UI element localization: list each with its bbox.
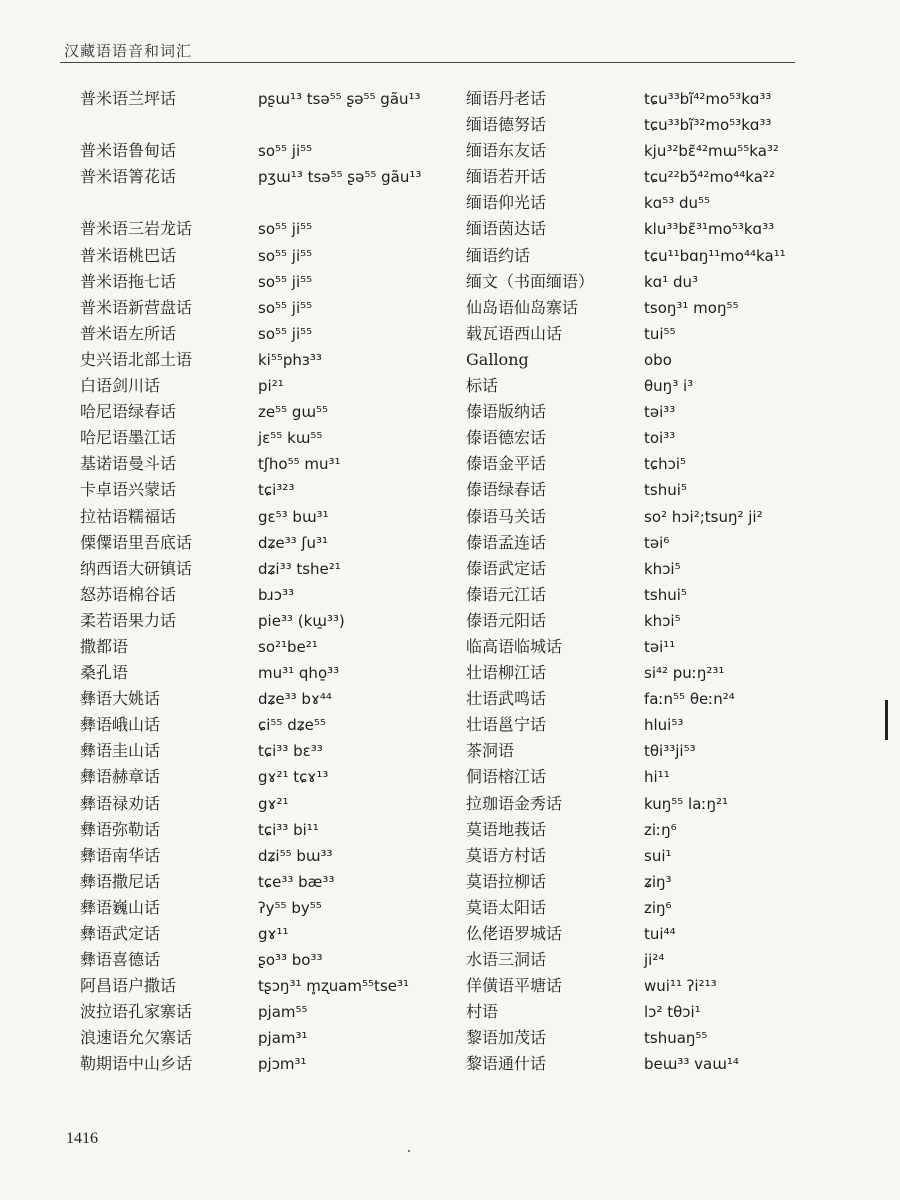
ipa-transcription: tɕi³²³ bbox=[258, 481, 295, 500]
dialect-name: 彝语弥勒话 bbox=[80, 819, 161, 839]
dialect-name: 傣语元阳话 bbox=[466, 610, 547, 630]
ipa-transcription: dʑi³³ tshe²¹ bbox=[258, 559, 341, 578]
ipa-transcription: tɕi³³ bi¹¹ bbox=[258, 820, 319, 839]
ipa-transcription: təi⁶ bbox=[644, 533, 670, 552]
dialect-name: 史兴语北部土语 bbox=[80, 349, 193, 369]
ipa-transcription: tθi³³ji⁵³ bbox=[644, 742, 696, 761]
dialect-name: 哈尼语墨江话 bbox=[80, 428, 177, 448]
dialect-name: 傣语马关话 bbox=[466, 506, 547, 526]
dialect-name: 标话 bbox=[466, 376, 499, 396]
dialect-name: 黎语通什话 bbox=[466, 1054, 547, 1074]
dialect-name: 普米语桃巴话 bbox=[80, 245, 177, 265]
dialect-name: Gallong bbox=[466, 349, 529, 369]
dialect-name: 柔若语果力话 bbox=[80, 610, 177, 630]
dialect-name: 傣语元江话 bbox=[466, 584, 547, 604]
ipa-transcription: təi¹¹ bbox=[644, 637, 676, 656]
dialect-name: 莫语太阳话 bbox=[466, 897, 547, 917]
ipa-transcription: ziːŋ⁶ bbox=[644, 820, 677, 839]
dialect-name: 载瓦语西山话 bbox=[466, 323, 563, 343]
ipa-transcription: ziŋ⁶ bbox=[644, 898, 672, 917]
ipa-transcription: toi³³ bbox=[644, 429, 676, 448]
dialect-name: 黎语加茂话 bbox=[466, 1028, 547, 1048]
dialect-name: 普米语新营盘话 bbox=[80, 297, 193, 317]
ipa-transcription: gɤ¹¹ bbox=[258, 925, 289, 943]
dialect-name: 傣语武定话 bbox=[466, 558, 547, 578]
ipa-transcription: tɕu³³bĩ⁴²mo⁵³kɑ³³ bbox=[644, 90, 772, 108]
scan-edge-mark bbox=[885, 700, 888, 740]
dialect-name: 普米语三岩龙话 bbox=[80, 219, 193, 239]
ipa-transcription: so⁵⁵ ji⁵⁵ bbox=[258, 272, 313, 291]
ipa-transcription: wui¹¹ ʔi²¹³ bbox=[644, 977, 717, 996]
ipa-transcription: ki⁵⁵phɜ³³ bbox=[258, 350, 322, 369]
dialect-name: 莫语拉柳话 bbox=[466, 871, 547, 891]
ipa-transcription: so² hɔi²;tsuŋ² ji² bbox=[644, 507, 763, 526]
ipa-transcription: so⁵⁵ ji⁵⁵ bbox=[258, 142, 313, 161]
ipa-transcription: faːn⁵⁵ θeːn²⁴ bbox=[644, 690, 735, 709]
dialect-name: 壮语柳江话 bbox=[466, 663, 547, 683]
ipa-transcription: pi²¹ bbox=[258, 377, 284, 396]
dialect-name: 哈尼语绿春话 bbox=[80, 402, 177, 422]
dialect-name: 村语 bbox=[466, 1002, 499, 1022]
ipa-transcription: klu³³bɛ̃³¹mo⁵³kɑ³³ bbox=[644, 220, 775, 239]
dialect-name: 缅语德努话 bbox=[466, 115, 547, 135]
ipa-transcription: ʔy⁵⁵ by⁵⁵ bbox=[258, 898, 322, 917]
dialect-name: 仫佬语罗城话 bbox=[466, 924, 563, 943]
dialect-name: 彝语喜德话 bbox=[80, 950, 161, 970]
ipa-transcription: gɛ⁵³ bɯ³¹ bbox=[258, 507, 329, 526]
ipa-transcription: pjam³¹ bbox=[258, 1029, 308, 1048]
ipa-transcription: tshui⁵ bbox=[644, 585, 687, 604]
ipa-transcription: kju³²bɛ̃⁴²mɯ⁵⁵ka³² bbox=[644, 142, 779, 161]
dialect-name: 卡卓语兴蒙话 bbox=[80, 480, 177, 500]
dialect-name: 缅语丹老话 bbox=[466, 89, 547, 108]
ipa-transcription: si⁴² puːŋ²³¹ bbox=[644, 664, 725, 683]
ipa-transcription: tɕu¹¹bɑŋ¹¹mo⁴⁴ka¹¹ bbox=[644, 246, 786, 265]
dialect-name: 缅语若开话 bbox=[466, 167, 547, 187]
dialect-name: 普米语左所话 bbox=[80, 323, 177, 343]
ipa-transcription: kuŋ⁵⁵ laːŋ²¹ bbox=[644, 794, 728, 813]
scan-speck bbox=[408, 1150, 410, 1152]
dialect-name: 缅语仰光话 bbox=[466, 193, 547, 213]
ipa-transcription: obo bbox=[644, 350, 672, 369]
dialect-name: 壮语武鸣话 bbox=[466, 689, 547, 709]
ipa-transcription: tui⁴⁴ bbox=[644, 925, 676, 943]
dialect-name: 壮语邕宁话 bbox=[466, 715, 547, 735]
ipa-transcription: tshuaŋ⁵⁵ bbox=[644, 1029, 708, 1048]
dialect-name: 莫语地莪话 bbox=[466, 819, 547, 839]
dialect-name: 缅语约话 bbox=[466, 245, 531, 265]
dialect-name: 傣语金平话 bbox=[466, 454, 547, 474]
dialect-name: 傣语德宏话 bbox=[466, 428, 547, 448]
ipa-transcription: ɕi⁵⁵ dʑe⁵⁵ bbox=[258, 716, 326, 735]
header-rule bbox=[60, 62, 795, 63]
dialect-name: 普米语兰坪话 bbox=[80, 89, 177, 108]
ipa-transcription: dʑi⁵⁵ bɯ³³ bbox=[258, 846, 333, 865]
dialect-name: 傣语版纳话 bbox=[466, 402, 547, 422]
dialect-name: 临高语临城话 bbox=[466, 636, 563, 656]
dialect-name: 彝语禄劝话 bbox=[80, 793, 161, 813]
ipa-transcription: pʂɯ¹³ tsə⁵⁵ ʂə⁵⁵ gãu¹³ bbox=[258, 90, 421, 108]
dialect-name: 勒期语中山乡话 bbox=[80, 1054, 193, 1074]
ipa-transcription: ze⁵⁵ gɯ⁵⁵ bbox=[258, 403, 329, 422]
ipa-transcription: tshui⁵ bbox=[644, 481, 687, 500]
ipa-transcription: gɤ²¹ bbox=[258, 794, 289, 813]
dialect-name: 莫语方村话 bbox=[466, 845, 547, 865]
dialect-name: 彝语南华话 bbox=[80, 845, 161, 865]
ipa-transcription: θuŋ³ i³ bbox=[644, 377, 694, 396]
dialect-name: 傣语孟连话 bbox=[466, 532, 547, 552]
dialect-name: 彝语峨山话 bbox=[80, 715, 161, 735]
dialect-name: 普米语箐花话 bbox=[80, 167, 177, 187]
ipa-transcription: so²¹be²¹ bbox=[258, 637, 318, 656]
dialect-name: 仙岛语仙岛寨话 bbox=[466, 297, 579, 317]
dialect-name: 拉珈语金秀话 bbox=[466, 793, 563, 813]
ipa-transcription: dʑe³³ ʃu³¹ bbox=[258, 533, 328, 552]
dialect-name: 彝语大姚话 bbox=[80, 689, 161, 709]
ipa-transcription: tʂɔŋ³¹ m̥ʐuam⁵⁵tse³¹ bbox=[258, 977, 410, 996]
ipa-transcription: kɑ¹ du³ bbox=[644, 272, 699, 291]
ipa-transcription: tɕhɔi⁵ bbox=[644, 455, 687, 474]
dialect-name: 水语三洞话 bbox=[466, 950, 547, 970]
dialect-name: 纳西语大研镇话 bbox=[80, 558, 193, 578]
dialect-name: 怒苏语棉谷话 bbox=[80, 584, 177, 604]
dialect-name: 傣语绿春话 bbox=[466, 480, 547, 500]
ipa-transcription: so⁵⁵ ji⁵⁵ bbox=[258, 220, 313, 239]
ipa-transcription: so⁵⁵ ji⁵⁵ bbox=[258, 324, 313, 343]
dialect-name: 缅语茵达话 bbox=[466, 219, 547, 239]
ipa-transcription: mu³¹ qho̱³³ bbox=[258, 664, 340, 683]
ipa-transcription: tɕu³³bĩ³²mo⁵³kɑ³³ bbox=[644, 116, 772, 135]
dialect-name: 彝语赫章话 bbox=[80, 767, 161, 787]
dialect-name: 缅文（书面缅语） bbox=[466, 271, 595, 291]
ipa-transcription: tsoŋ³¹ moŋ⁵⁵ bbox=[644, 298, 739, 317]
ipa-transcription: gɤ²¹ tɕɤ¹³ bbox=[258, 768, 329, 787]
ipa-transcription: tɕu²²bɔ̃⁴²mo⁴⁴ka²² bbox=[644, 168, 775, 187]
dialect-name: 撒都语 bbox=[80, 636, 129, 656]
ipa-transcription: kɑ⁵³ du⁵⁵ bbox=[644, 194, 711, 213]
dialect-name: 彝语巍山话 bbox=[80, 897, 161, 917]
dialect-name: 桑孔语 bbox=[80, 663, 129, 683]
dialect-name: 傈僳语里吾底话 bbox=[80, 532, 193, 552]
page-number: 1416 bbox=[66, 1130, 98, 1147]
dialect-name: 波拉语孔家寨话 bbox=[80, 1002, 193, 1022]
ipa-transcription: khɔi⁵ bbox=[644, 559, 681, 578]
ipa-transcription: pjam⁵⁵ bbox=[258, 1003, 308, 1022]
ipa-transcription: pie³³ (kɯ̱³³) bbox=[258, 611, 345, 630]
ipa-transcription: təi³³ bbox=[644, 403, 676, 422]
dialect-name: 普米语鲁甸话 bbox=[80, 141, 177, 161]
ipa-transcription: tʃho⁵⁵ mu³¹ bbox=[258, 455, 341, 474]
dialect-name: 浪速语允欠寨话 bbox=[80, 1028, 193, 1048]
ipa-transcription: bɹɔ³³ bbox=[258, 585, 294, 604]
dialect-name: 缅语东友话 bbox=[466, 141, 547, 161]
dialect-name: 拉祜语糯福话 bbox=[80, 506, 177, 526]
ipa-transcription: tɕe³³ bæ³³ bbox=[258, 872, 335, 891]
dialect-name: 彝语撒尼话 bbox=[80, 871, 161, 891]
ipa-transcription: dʑe³³ bɤ⁴⁴ bbox=[258, 690, 332, 709]
dialect-name: 佯僙语平塘话 bbox=[466, 976, 563, 996]
ipa-transcription: hlui⁵³ bbox=[644, 716, 684, 735]
dialect-name: 茶洞语 bbox=[466, 741, 515, 761]
ipa-transcription: sui¹ bbox=[644, 846, 672, 865]
ipa-transcription: pʒɯ¹³ tsə⁵⁵ ʂə⁵⁵ gãu¹³ bbox=[258, 168, 422, 187]
ipa-transcription: tɕi³³ bɛ³³ bbox=[258, 742, 323, 761]
dialect-name: 白语剑川话 bbox=[80, 376, 161, 396]
ipa-transcription: tui⁵⁵ bbox=[644, 324, 676, 343]
ipa-transcription: hi¹¹ bbox=[644, 768, 670, 787]
dialect-name: 阿昌语户撒话 bbox=[80, 976, 177, 996]
ipa-transcription: jɛ⁵⁵ kɯ⁵⁵ bbox=[258, 429, 323, 448]
ipa-transcription: beɯ³³ vaɯ¹⁴ bbox=[644, 1055, 739, 1074]
ipa-transcription: so⁵⁵ ji⁵⁵ bbox=[258, 246, 313, 265]
ipa-transcription: so⁵⁵ ji⁵⁵ bbox=[258, 298, 313, 317]
dialect-name: 彝语圭山话 bbox=[80, 741, 161, 761]
dialect-name: 侗语榕江话 bbox=[466, 767, 547, 787]
ipa-transcription: ʂo³³ bo³³ bbox=[258, 951, 323, 970]
ipa-transcription: ji²⁴ bbox=[644, 951, 665, 970]
dialect-name: 普米语拖七话 bbox=[80, 271, 177, 291]
ipa-transcription: ʑiŋ³ bbox=[644, 872, 672, 891]
ipa-transcription: khɔi⁵ bbox=[644, 611, 681, 630]
ipa-transcription: lɔ² tθɔi¹ bbox=[644, 1003, 701, 1022]
dialect-name: 基诺语曼斗话 bbox=[80, 454, 177, 474]
dialect-name: 彝语武定话 bbox=[80, 924, 161, 943]
running-header: 汉藏语语音和词汇 bbox=[64, 42, 193, 60]
ipa-transcription: pjɔm³¹ bbox=[258, 1055, 307, 1074]
